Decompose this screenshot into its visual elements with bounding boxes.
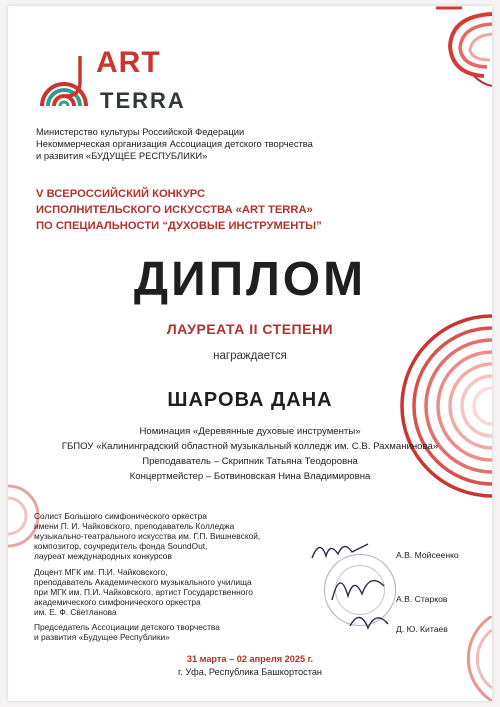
laureate-degree: ЛАУРЕАТА II СТЕПЕНИ [166,321,334,337]
contest-line: V ВСЕРОССИЙСКИЙ КОНКУРС [36,188,206,200]
jury-member-1-name: А.В. Мойсеенко [396,550,459,560]
jury-line: композитор, соучредитель фонда SoundOut, [34,541,208,551]
signature-1 [308,534,388,564]
jury-line: имени П. И. Чайковского, преподаватель Колледжа [34,521,235,531]
awarded-label: награждается [213,350,287,362]
jury-line: преподаватель Академического музыкального училища [34,577,252,587]
contest-line: ИСПОЛНИТЕЛЬСКОГО ИСКУССТВА «ART TERRA» [36,204,313,216]
teacher: Преподаватель – Скрипник Татьяна Теодоровна [142,456,358,467]
organization-line: и развития «БУДУЩЕЕ РЕСПУБЛИКИ» [36,150,208,161]
jury-member-1-title [34,511,334,561]
award-details [8,424,492,484]
jury-member-2-name: А.В. Старков [396,594,448,604]
institution: ГБПОУ «Калининградский областной музыкальный колледж им. С.В. Рахманинова» [61,441,439,452]
logo-terra-text: TERRA [100,88,186,113]
jury-line: лауреат международных конкурсов [34,551,172,561]
jury-line: Председатель Ассоциации детского творчества [34,622,220,632]
jury-line: при МГК им. П.И. Чайковского, артист Государственного [34,587,253,597]
signature-2 [326,566,396,606]
accompanist: Концертмейстер – Ботвиновская Нина Владимировна [129,471,371,482]
organization-line: Министерство культуры Российской Федерации [36,126,245,137]
logo-art-text: ART [96,46,161,79]
diploma-sheet [8,6,492,701]
jury-line: им. Е. Ф. Светланова [34,607,117,617]
jury-member-3-title [34,622,334,642]
jury-line: музыкально-театрального искусства им. Г.П. Вишневской, [34,531,261,541]
jury-line: и развития «Будущее Республики» [34,632,170,642]
spiral-decoration-top-right [392,6,492,96]
event-dates: 31 марта – 02 апреля 2025 г. [186,654,314,664]
nomination: Номинация «Деревянные духовые инструменты» [139,426,361,437]
jury-member-3-name: Д. Ю. Китаев [396,624,448,634]
contest-line: ПО СПЕЦИАЛЬНОСТИ “ДУХОВЫЕ ИНСТРУМЕНТЫ” [36,220,322,232]
organization-line: Некоммерческая организация Ассоциация детского творчества [36,138,313,149]
recipient-name: ШАРОВА ДАНА [167,389,333,411]
jury-line: Доцент МГК им. П.И. Чайковского, [34,567,168,577]
logo-emblem-icon [36,52,98,116]
signature-3 [344,606,400,636]
diploma-heading: ДИПЛОМ [133,253,367,306]
jury-line: Солист Большого симфонического оркестра [34,511,207,521]
event-city: г. Уфа, Республика Башкортостан [177,667,322,677]
jury-line: академического симфонического оркестра [34,597,201,607]
art-terra-logo [36,44,196,126]
organization-block [36,126,436,162]
jury-member-2-title [34,567,334,617]
contest-title [36,186,456,234]
